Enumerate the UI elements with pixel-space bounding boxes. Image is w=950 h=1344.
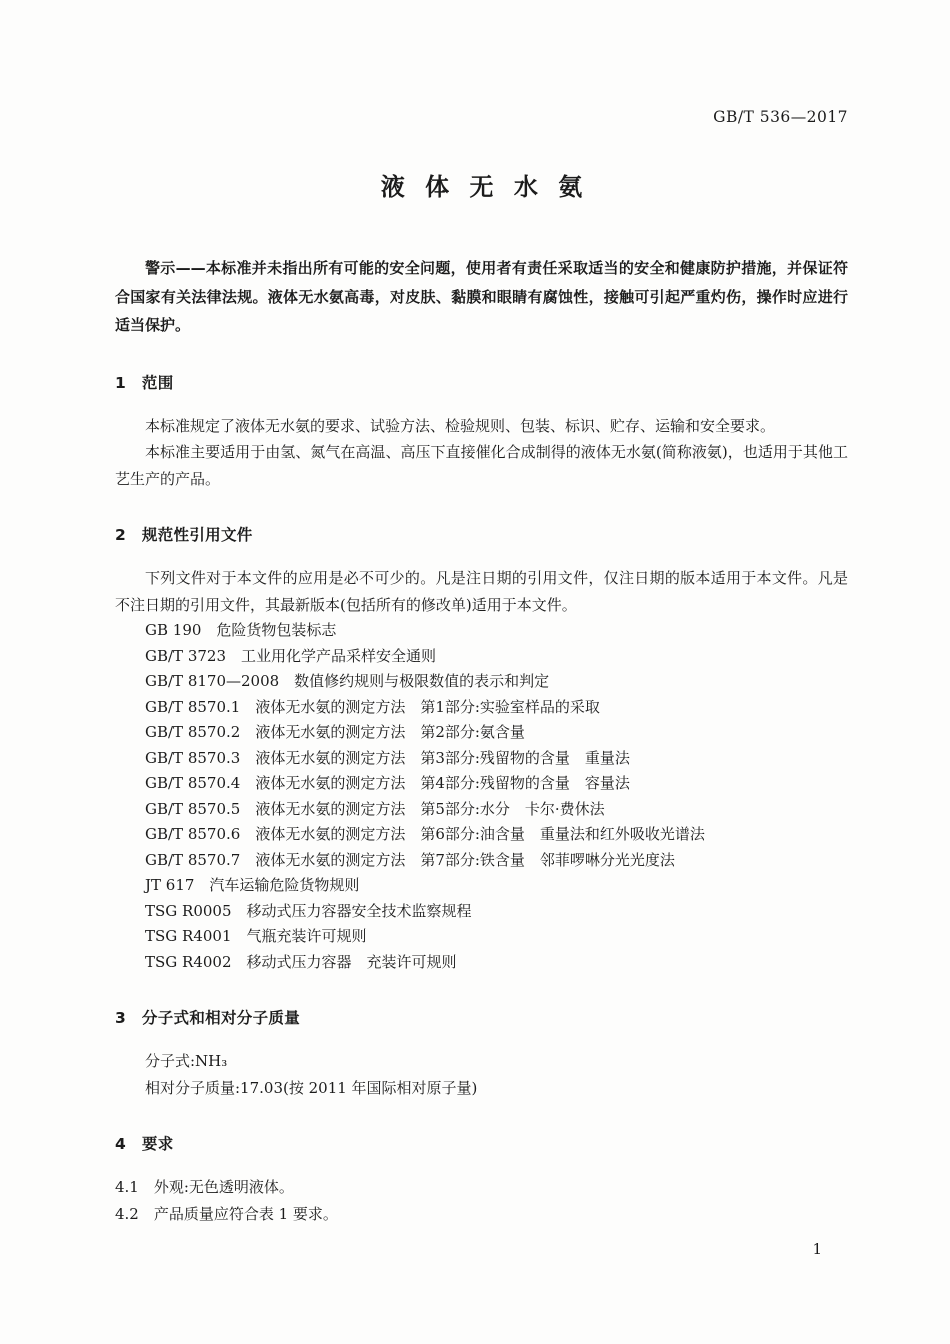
section-1-paragraph-2: 本标准主要适用于由氢、氮气在高温、高压下直接催化合成制得的液体无水氨(简称液氨)，也适用于其他工艺生产的产品。 xyxy=(115,443,848,488)
section-2-heading: 2 规范性引用文件 xyxy=(115,526,253,544)
reference-item: GB/T 8570.3 液体无水氨的测定方法 第3部分:残留物的含量 重量法 xyxy=(145,748,630,767)
relative-molecular-mass: 相对分子质量:17.03(按 2011 年国际相对原子量) xyxy=(145,1078,478,1097)
document-title: 液体无水氨 xyxy=(380,173,603,201)
section-1-heading: 1 范围 xyxy=(115,373,174,392)
requirement-4-1: 4.1 外观:无色透明液体。 xyxy=(115,1178,294,1196)
section-2-intro: 下列文件对于本文件的应用是必不可少的。凡是注日期的引用文件，仅注日期的版本适用于本文件。凡是不注日期的引用文件，其最新版本(包括所有的修改单)适用于本文件。 xyxy=(115,569,848,614)
reference-item: TSG R4001 气瓶充装许可规则 xyxy=(145,927,367,945)
molecular-formula: 分子式:NH₃ xyxy=(145,1052,228,1070)
reference-item: GB/T 8170—2008 数值修约规则与极限数值的表示和判定 xyxy=(145,672,550,690)
warning-paragraph: 警示——本标准并未指出所有可能的安全问题，使用者有责任采取适当的安全和健康防护措施，并保证符合国家有关法律法规。液体无水氨高毒，对皮肤、黏膜和眼睛有腐蚀性，接触可引起严重灼伤，操作时应进行适当保护。 xyxy=(115,259,848,334)
section-3-heading: 3 分子式和相对分子质量 xyxy=(115,1009,301,1027)
standard-number: GB/T 536—2017 xyxy=(713,108,848,126)
reference-item: GB/T 8570.7 液体无水氨的测定方法 第7部分:铁含量 邻菲啰啉分光光度法 xyxy=(145,850,675,869)
reference-item: GB/T 8570.6 液体无水氨的测定方法 第6部分:油含量 重量法和红外吸收光谱法 xyxy=(145,825,705,843)
reference-item: GB 190 危险货物包装标志 xyxy=(145,621,337,639)
section-1-paragraph-1: 本标准规定了液体无水氨的要求、试验方法、检验规则、包装、标识、贮存、运输和安全要求。 xyxy=(145,416,776,435)
requirement-4-2: 4.2 产品质量应符合表 1 要求。 xyxy=(115,1205,338,1223)
normative-references-list xyxy=(115,618,848,975)
reference-item: GB/T 3723 工业用化学产品采样安全通则 xyxy=(145,646,437,665)
reference-item: JT 617 汽车运输危险货物规则 xyxy=(145,876,360,894)
reference-item: GB/T 8570.1 液体无水氨的测定方法 第1部分:实验室样品的采取 xyxy=(145,697,600,716)
reference-item: TSG R0005 移动式压力容器安全技术监察规程 xyxy=(145,901,472,920)
page-number: 1 xyxy=(812,1240,822,1258)
reference-item: TSG R4002 移动式压力容器 充装许可规则 xyxy=(145,952,457,971)
section-4-heading: 4 要求 xyxy=(115,1135,174,1153)
reference-item: GB/T 8570.5 液体无水氨的测定方法 第5部分:水分 卡尔·费休法 xyxy=(145,799,605,818)
reference-item: GB/T 8570.4 液体无水氨的测定方法 第4部分:残留物的含量 容量法 xyxy=(145,774,630,792)
reference-item: GB/T 8570.2 液体无水氨的测定方法 第2部分:氨含量 xyxy=(145,723,525,741)
